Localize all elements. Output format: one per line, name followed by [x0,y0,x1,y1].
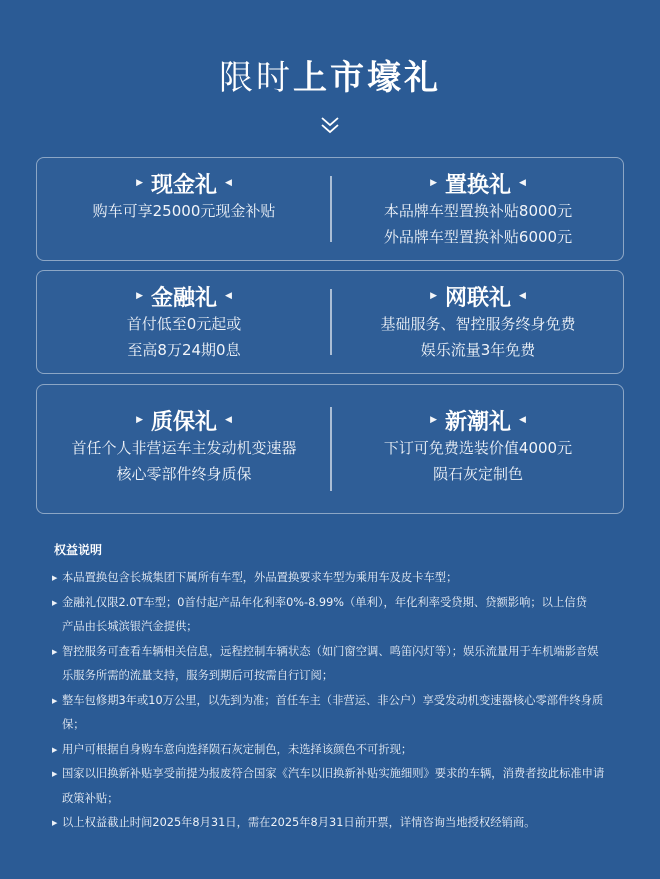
gift-title: 现金礼 [150,172,217,198]
note-line: 用户可根据自身购车意向选择陨石灰定制色，未选择该颜色不可折现； [62,742,413,756]
bullet-icon: ▶ [52,770,58,778]
bullet-icon: ▶ [52,647,58,656]
note-item [54,566,614,591]
note-line: 乐服务所需的流量支持，服务到期后可按需自行订阅； [62,669,334,682]
triangle-left-icon: ◀ [519,415,526,425]
gift-card-1 [36,157,624,261]
title-bold: 上市壕礼 [293,58,441,98]
triangle-right-icon: ▶ [136,415,143,425]
page-title [0,56,660,100]
gift-line: 至高8万24期0息 [127,341,241,359]
note-item [54,640,614,689]
triangle-left-icon: ◀ [519,178,526,188]
gift-line: 外品牌车型置换补贴6000元 [383,228,573,246]
gift-tradein [331,158,625,250]
gift-line: 本品牌车型置换补贴8000元 [383,202,573,220]
gift-line: 核心零部件终身质保 [116,465,252,483]
triangle-right-icon: ▶ [430,291,437,301]
note-line: 智控服务可查看车辆相关信息，远程控制车辆状态（如门窗空调、鸣笛闪灯等）；娱乐流量用于车机端影音娱 [62,644,599,658]
gift-line: 首付低至0元起或 [126,315,242,333]
gift-card-2 [36,270,624,374]
gift-title: 网联礼 [444,285,511,311]
note-line: 国家以旧换新补贴享受前提为报废符合国家《汽车以旧换新补贴实施细则》要求的车辆，消费者按此标准申请 [62,767,605,780]
gift-title: 新潮礼 [444,409,511,435]
note-line: 整车包修期3年或10万公里，以先到为准；首任车主（非营运、非公户）享受发动机变速器核心零部件终身质 [62,693,604,707]
note-item [54,591,614,640]
triangle-left-icon: ◀ [519,291,526,301]
triangle-right-icon: ▶ [136,291,143,301]
triangle-left-icon: ◀ [225,178,232,188]
bullet-icon: ▶ [52,574,58,582]
bullet-icon: ▶ [52,745,58,754]
note-line: 本品置换包含长城集团下属所有车型，外品置换要求车型为乘用车及皮卡车型； [62,571,458,584]
gift-line: 购车可享25000元现金补贴 [92,202,276,220]
gift-line: 娱乐流量3年免费 [420,341,536,359]
note-line: 政策补贴； [62,791,119,805]
note-line: 产品由长城滨银汽金提供； [62,620,198,633]
gift-title: 金融礼 [150,285,217,311]
gift-line: 下订可免费选装价值4000元 [383,439,573,457]
gift-line: 基础服务、智控服务终身免费 [380,315,576,333]
bullet-icon: ▶ [52,819,58,827]
bullet-icon: ▶ [52,598,58,607]
title-light: 限时 [219,58,293,98]
gift-warranty [37,385,331,487]
chevron-down-icon [318,114,342,138]
gift-card-3 [36,384,624,514]
benefits-notes [54,538,614,836]
gift-trend [331,385,625,487]
triangle-right-icon: ▶ [430,415,437,425]
note-line: 以上权益截止时间2025年8月31日，需在2025年8月31日前开票，详情咨询当地授权经销商。 [62,816,536,829]
note-item [54,762,614,811]
gift-title: 置换礼 [444,172,511,198]
triangle-left-icon: ◀ [225,415,232,425]
gift-cash [37,158,331,224]
gift-title: 质保礼 [150,409,217,435]
bullet-icon: ▶ [52,696,58,705]
notes-title: 权益说明 [54,543,103,557]
note-item [54,738,614,763]
gift-connect [331,271,625,363]
gift-line: 首任个人非营运车主发动机变速器 [71,439,297,457]
note-item [54,689,614,738]
triangle-right-icon: ▶ [136,178,143,188]
gift-line: 陨石灰定制色 [432,465,523,483]
note-line: 金融礼仅限2.0T车型；0首付起产品年化利率0%-8.99%（单利），年化利率受贷期、贷额影响；以上信贷 [62,595,587,609]
triangle-right-icon: ▶ [430,178,437,188]
gift-finance [37,271,331,363]
triangle-left-icon: ◀ [225,291,232,301]
note-line: 保； [62,718,85,731]
note-item [54,811,614,836]
